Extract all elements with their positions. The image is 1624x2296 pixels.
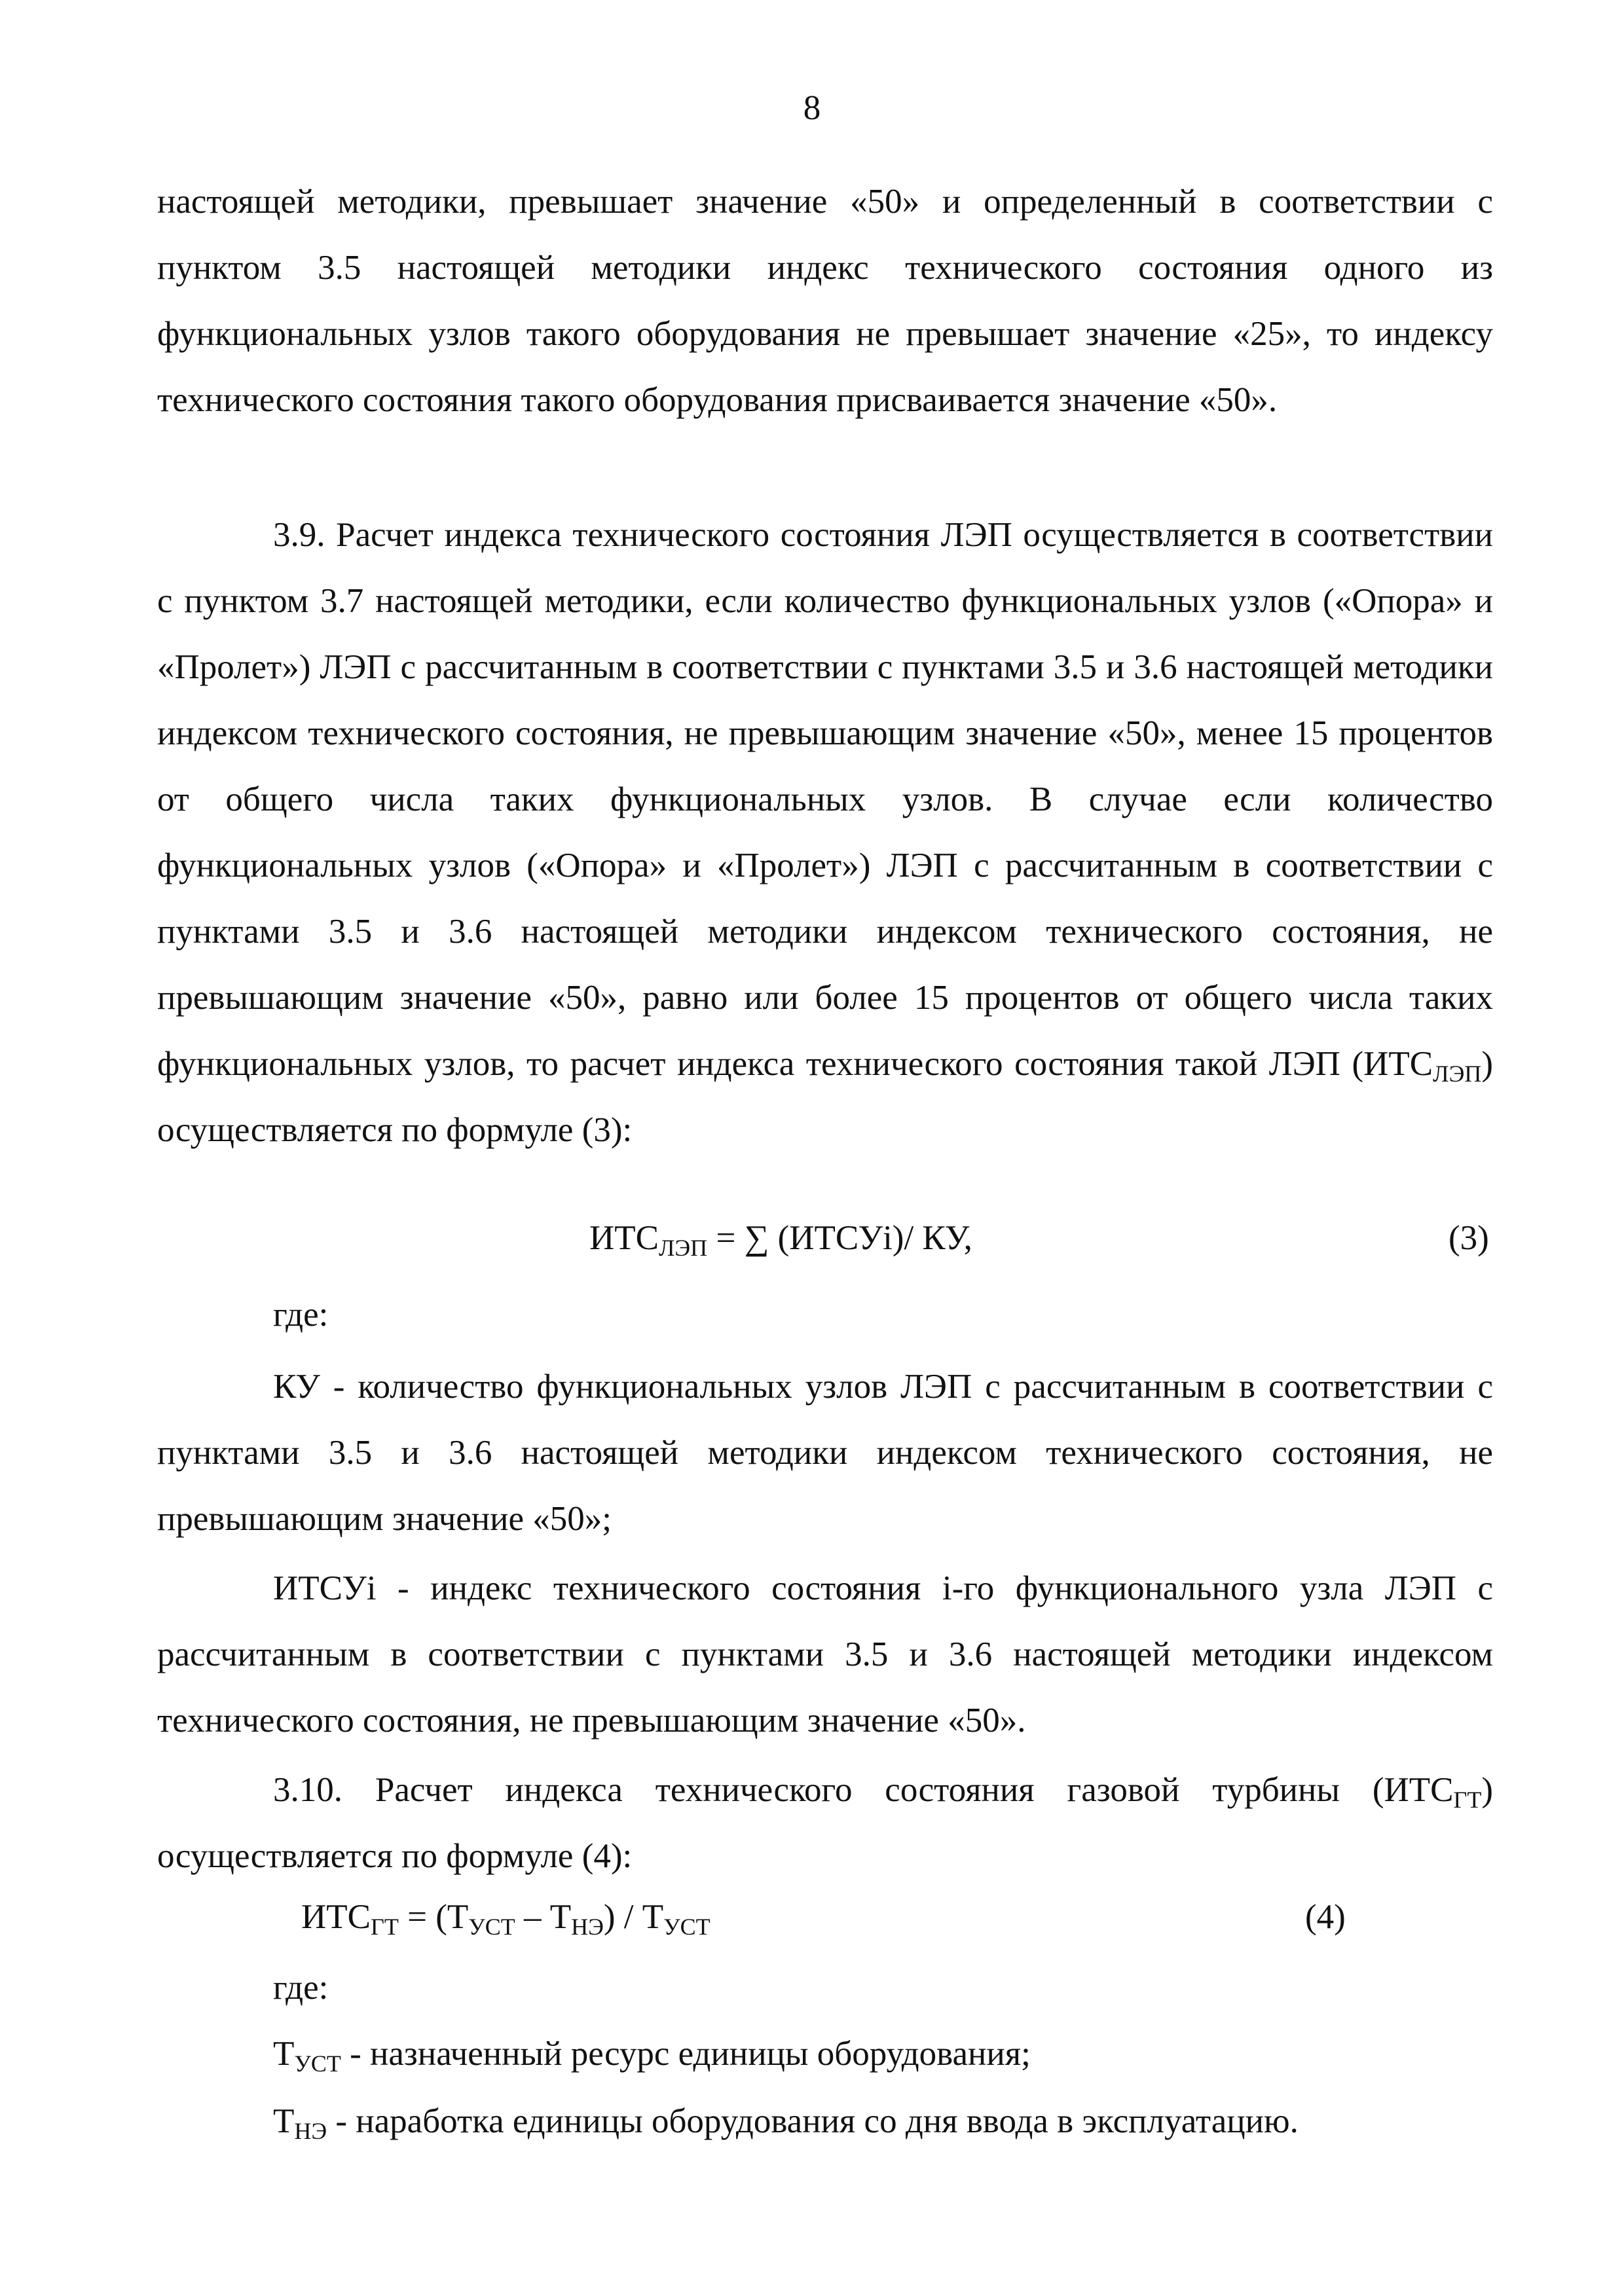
page-number: 8 <box>803 89 821 127</box>
formula-4: $ИТС_{ГТ} = (Т_{УСТ} - Т_{НЭ}) / Т_{УСТ}$ <box>301 1898 710 1940</box>
formula-3-number: (3) <box>1449 1219 1489 1257</box>
where-label-2: где: <box>273 1969 329 2007</box>
formula-4-number: (4) <box>1305 1898 1346 1936</box>
definition-t-ne: $Т_{НЭ}$ - наработка единицы оборудования со дня ввода в эксплуатацию. <box>273 2102 1299 2144</box>
paragraph-3-10: 3.10. Расчет индекса технического состояния газовой турбины $(ИТС_{ГТ})$ осуществляется по формуле (4): <box>157 1771 1493 1875</box>
definition-t-ust: $Т_{УСТ}$ - назначенный ресурс единицы оборудования; <box>273 2035 1031 2077</box>
formula-3: $ИТС_{ЛЭП}$ = ∑ (ИТСУi)/ КУ, <box>589 1219 972 1261</box>
where-label-1: где: <box>273 1296 329 1334</box>
paragraph-continuation: настоящей методики, превышает значение «50» и определенный в соответствии с пунктом 3.5 настоящей методики индекс технического состояния одного из функциональных узлов такого оборудования не превышает значение «25», то индексу технического состояния такого оборудования присваивается значение «50». <box>157 183 1493 419</box>
paragraph-3-9-text: 3.9. Расчет индекса технического состояния ЛЭП осуществляется в соответствии с пунктом 3.7 настоящей методики, если количество функциональных узлов («Опора» и «Пролет») ЛЭП с рассчитанным в соответствии с пунктами 3.5 и 3.6 настоящей методики индексом технического состояния, не превышающим значение «50», менее 15 процентов от общего числа таких функциональных узлов. В случае если количество функциональных узлов («Опора» и «Пролет») ЛЭП с рассчитанным в соответствии с пунктами 3.5 и 3.6 настоящей методики индексом технического состояния, не превышающим значение «50», равно или более 15 процентов от общего числа таких функциональных узлов, то расчет индекса технического состояния такой ЛЭП <box>157 516 1493 1083</box>
paragraph-3-9 <box>157 502 1493 1163</box>
paragraph-3-9-tail: $(ИТС_{ЛЭП})$ осуществляется по формуле (3): <box>157 1045 1493 1149</box>
definition-itsui: ИТСУi - индекс технического состояния i-го функционального узла ЛЭП с рассчитанным в соответствии с пунктами 3.5 и 3.6 настоящей методики индексом технического состояния, не превышающим значение «50». <box>157 1569 1493 1740</box>
definition-ku: КУ - количество функциональных узлов ЛЭП с рассчитанным в соответствии с пунктами 3.5 и 3.6 настоящей методики индексом технического состояния, не превышающим значение «50»; <box>157 1368 1493 1538</box>
